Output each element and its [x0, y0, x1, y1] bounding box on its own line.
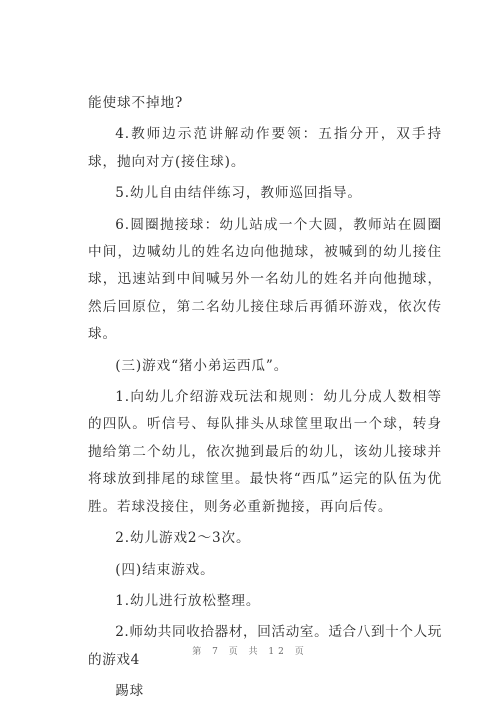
section-heading-game: (三)游戏“猪小弟运西瓜”。 [115, 357, 289, 374]
paragraph-step-5: 5.幼儿自由结伴练习，教师巡回指导。 [115, 185, 362, 202]
paragraph-relax: 1.幼儿进行放松整理。 [115, 592, 261, 609]
paragraph-continuation: 能使球不掉地? [88, 95, 184, 111]
paragraph-cleanup: 2.师幼共同收拾器材，回活动室。适合八到十个人玩的游戏4 [88, 624, 442, 668]
page-number-footer: 第 7 页 共 12 页 [192, 647, 308, 657]
section-heading-end: (四)结束游戏。 [115, 561, 215, 578]
paragraph-step-4: 4.教师边示范讲解动作要领：五指分开，双手持球，抛向对方(接住球)。 [88, 126, 442, 170]
paragraph-game-repeat: 2.幼儿游戏2～3次。 [115, 530, 251, 547]
paragraph-step-6: 6.圆圈抛接球：幼儿站成一个大圆，教师站在圆圈中间，边喊幼儿的姓名边向他抛球，被喊到的幼儿接住球，迅速站到中间喊另外一名幼儿的姓名并向他抛球，然后回原位，第二名幼儿接住球后再循环游戏，依次传球。 [88, 216, 442, 343]
section-heading-kickball: 踢球 [115, 683, 145, 700]
document-body [88, 90, 442, 710]
paragraph-game-rules: 1.向幼儿介绍游戏玩法和规则：幼儿分成人数相等的四队。听信号、每队排头从球筐里取出一个球，转身抛给第二个幼儿，依次抛到最后的幼儿，该幼儿接球并将球放到排尾的球筐里。最快将“西瓜”运完的队伍为优胜。若球没接住，则务必重新抛接，再向后传。 [88, 389, 442, 515]
